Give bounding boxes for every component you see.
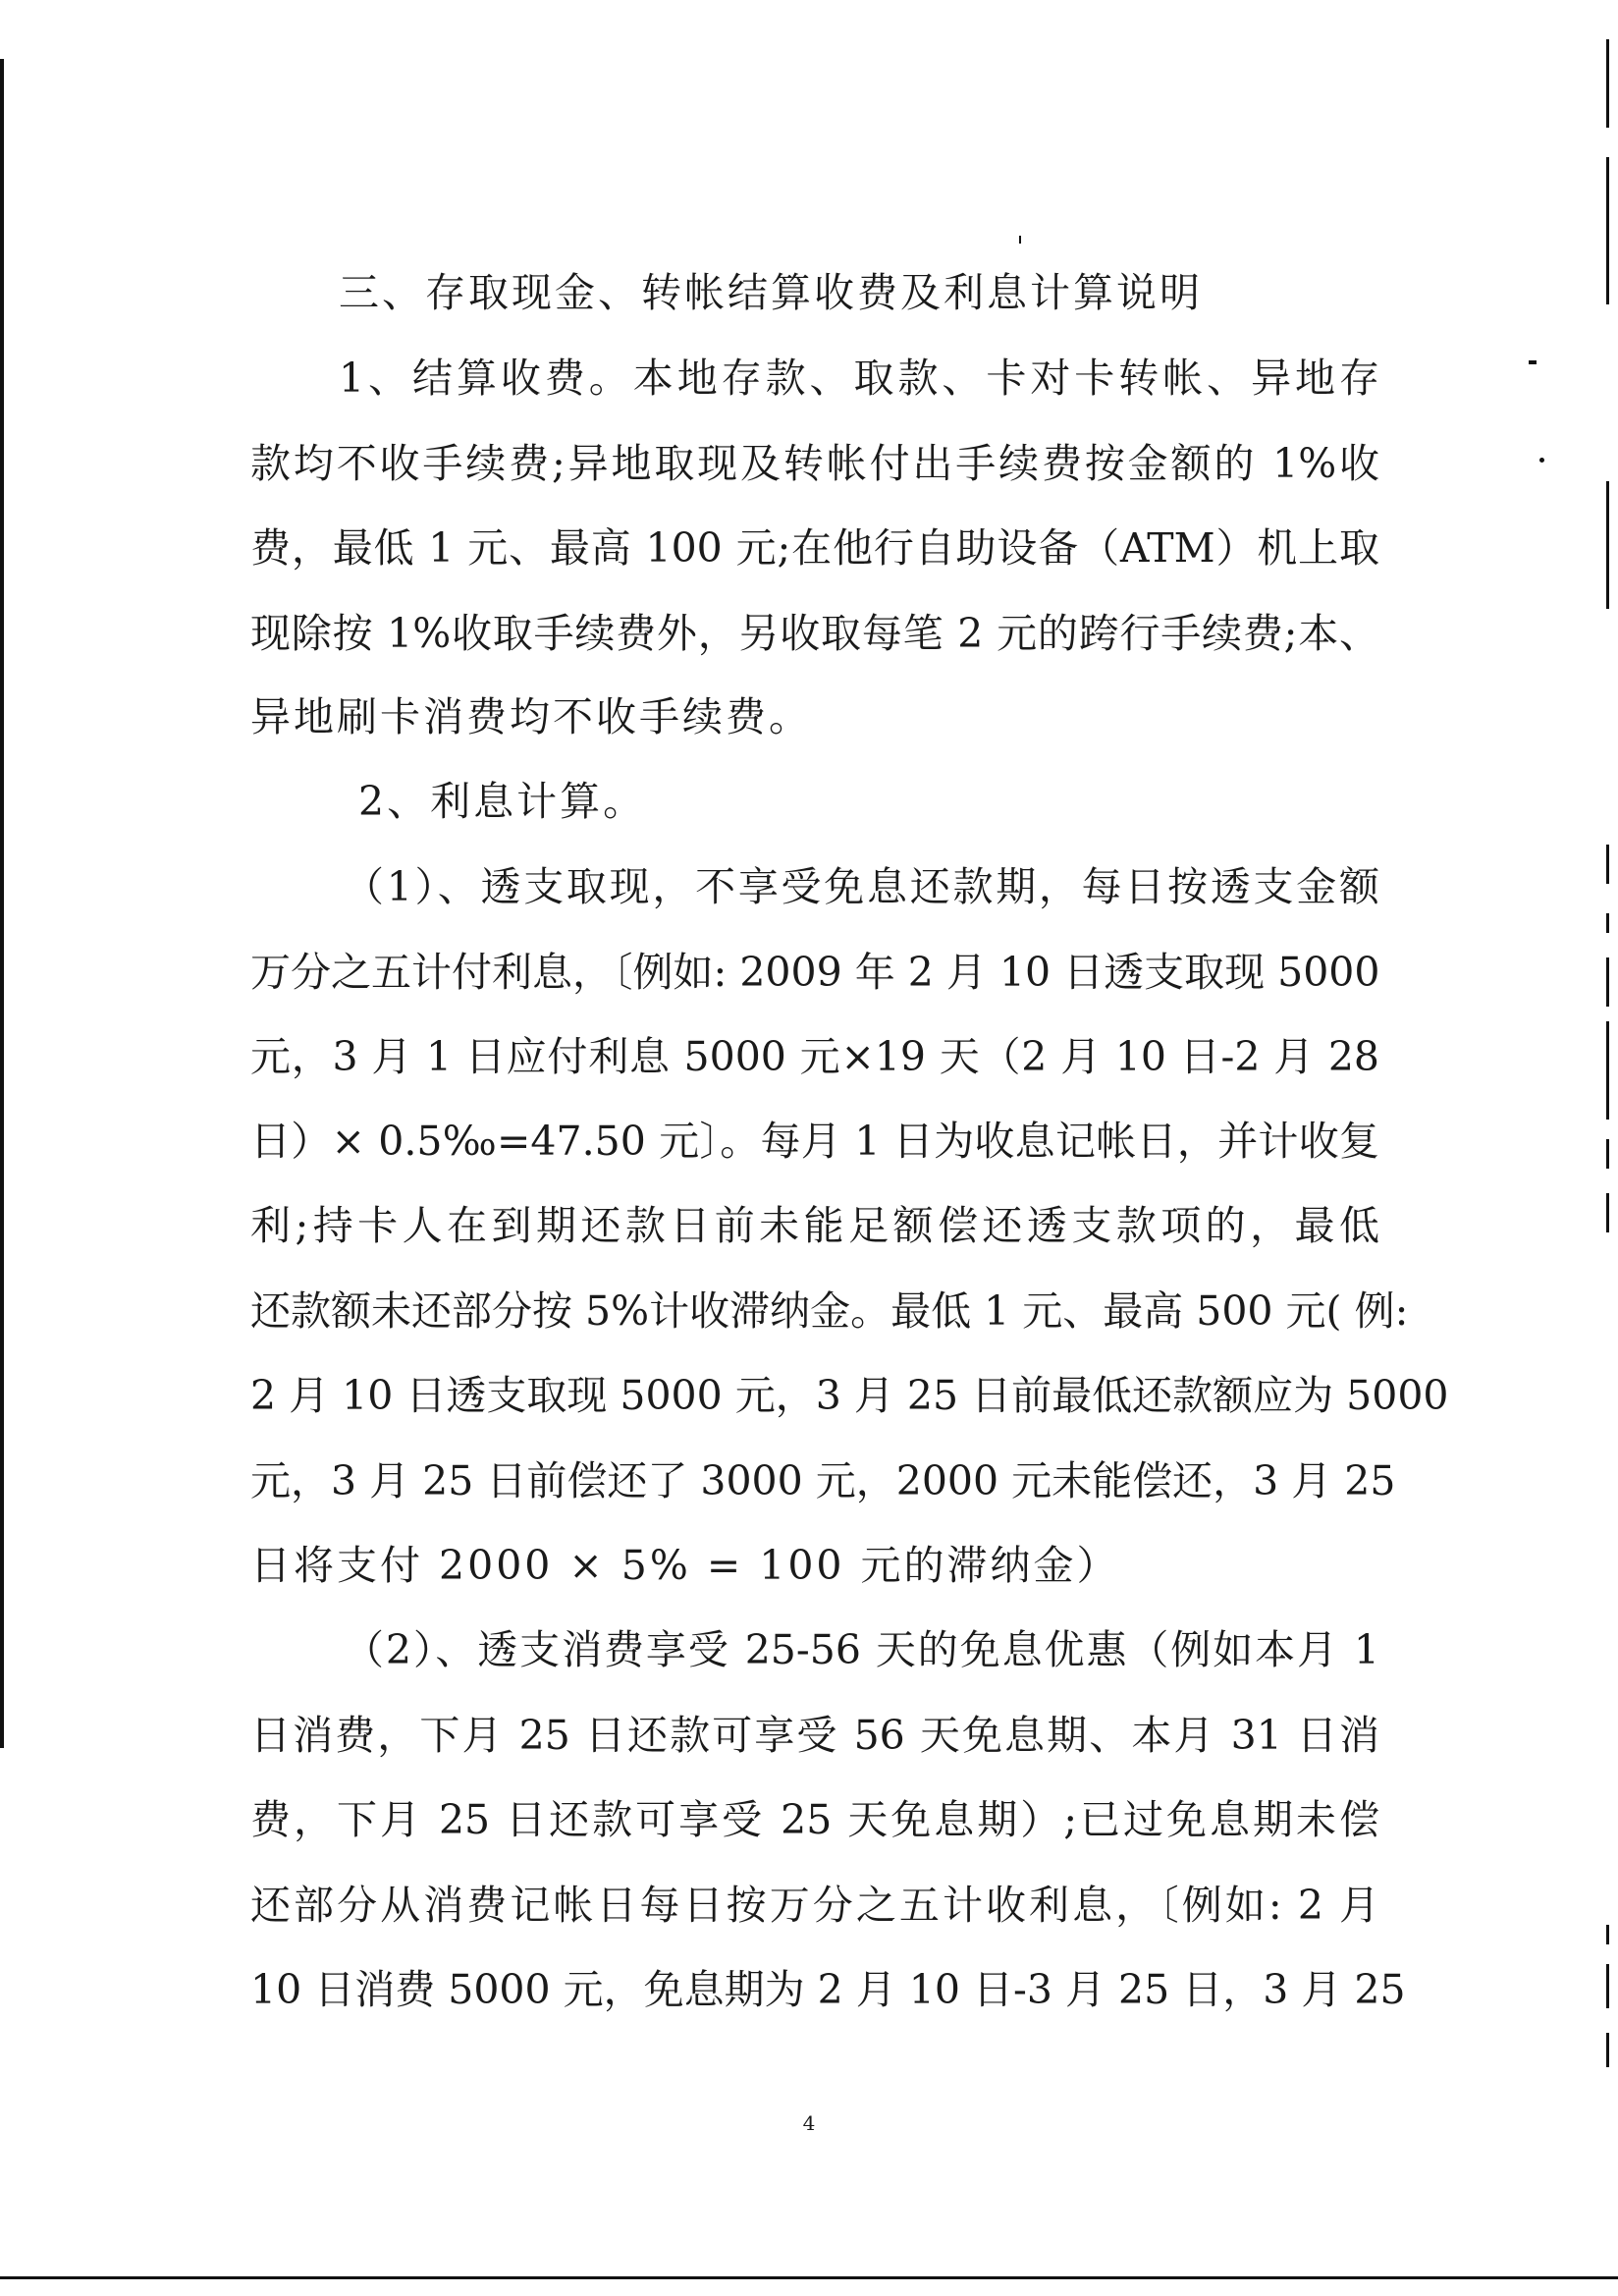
paragraph-line: 异地刷卡消费均不收手续费。 — [250, 693, 812, 740]
scan-edge-right — [1606, 913, 1609, 933]
paragraph-line: 日消费，下月 25 日还款可享受 56 天免息期、本月 31 日消 — [250, 1712, 1379, 1759]
paragraph-line: 现除按 1%收取手续费外，另收取每笔 2 元的跨行手续费;本、 — [250, 610, 1379, 657]
paragraph-line: （2）、透支消费享受 25-56 天的免息优惠（例如本月 1 — [344, 1626, 1379, 1673]
page-number: 4 — [802, 2111, 816, 2135]
scan-edge-right — [1606, 1021, 1609, 1120]
scan-edge-right — [1606, 1964, 1609, 2008]
paragraph-line: 日将支付 2000 × 5% = 100 元的滞纳金） — [250, 1542, 1120, 1589]
scan-edge-left — [0, 59, 4, 1748]
paragraph-line: 日）× 0.5‰=47.50 元〕。每月 1 日为收息记帐日，并计收复 — [250, 1118, 1379, 1165]
paragraph-line: 万分之五计付利息，〔例如: 2009 年 2 月 10 日透支取现 5000 — [250, 949, 1380, 996]
paragraph-line: 2 月 10 日透支取现 5000 元，3 月 25 日前最低还款额应为 5000 — [250, 1372, 1449, 1419]
paragraph-line: 还款额未还部分按 5%计收滞纳金。最低 1 元、最高 500 元( 例: — [250, 1287, 1409, 1335]
scan-edge-right — [1606, 1193, 1609, 1232]
scan-speck — [1019, 236, 1021, 244]
paragraph-line: 费，最低 1 元、最高 100 元;在他行自助设备（ATM）机上取 — [250, 524, 1379, 572]
scan-edge-bottom — [0, 2276, 1618, 2279]
paragraph-line: 还部分从消费记帐日每日按万分之五计收利息，〔例如: 2 月 — [250, 1882, 1379, 1929]
scan-edge-right — [1606, 157, 1609, 304]
paragraph-line: （1）、透支取现，不享受免息还款期，每日按透支金额 — [344, 863, 1379, 910]
scan-speck — [1529, 360, 1537, 364]
scan-edge-right — [1606, 1925, 1609, 1944]
scan-edge-right — [1606, 845, 1609, 884]
scan-edge-right — [1606, 481, 1609, 609]
paragraph-line: 元，3 月 1 日应付利息 5000 元×19 天（2 月 10 日-2 月 28 — [250, 1033, 1379, 1080]
subsection-heading: 2、利息计算。 — [358, 778, 647, 825]
paragraph-line: 1、结算收费。本地存款、取款、卡对卡转帐、异地存 — [339, 355, 1379, 402]
paragraph-line: 利;持卡人在到期还款日前未能足额偿还透支款项的，最低 — [250, 1202, 1379, 1249]
scan-edge-right — [1606, 39, 1609, 128]
scan-edge-right — [1606, 957, 1609, 1007]
scan-edge-right — [1606, 2033, 1609, 2067]
paragraph-line: 款均不收手续费;异地取现及转帐付出手续费按金额的 1%收 — [250, 440, 1379, 487]
scan-edge-right — [1606, 1139, 1609, 1169]
paragraph-line: 费，下月 25 日还款可享受 25 天免息期）;已过免息期未偿 — [250, 1796, 1379, 1843]
section-heading: 三、存取现金、转帐结算收费及利息计算说明 — [339, 269, 1203, 316]
paragraph-line: 10 日消费 5000 元，免息期为 2 月 10 日-3 月 25 日，3 月 25 — [250, 1966, 1406, 2013]
paragraph-line: 元，3 月 25 日前偿还了 3000 元，2000 元未能偿还，3 月 25 — [250, 1457, 1396, 1504]
scan-speck — [1539, 458, 1544, 463]
